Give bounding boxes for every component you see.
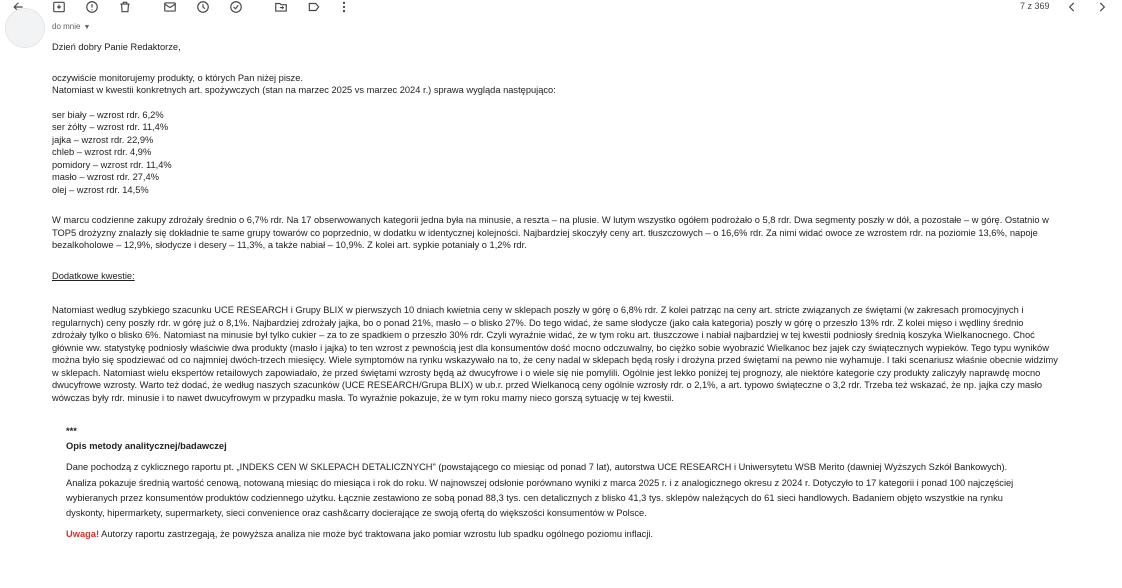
paragraph-line: wówczas były rdr. minusie i to nawet dwucyfrowym w przypadku masła. To wyraźnie pokazuje, że w tym roku mamy nieco gorszą sytuację w tej kwestii. bbox=[52, 392, 674, 403]
sender-avatar[interactable] bbox=[5, 8, 45, 48]
report-spam-icon[interactable] bbox=[84, 0, 100, 14]
recipient-details[interactable] bbox=[52, 22, 90, 31]
paragraph-line: bezalkoholowe – 12,9%, słodycze i desery – 11,3%, a także nabiał – 10,9%. Z kolei art. sypkie potaniały o 1,2% rdr. bbox=[52, 240, 527, 250]
extra-heading: Dodatkowe kwestie: bbox=[52, 270, 135, 281]
snooze-clock-icon[interactable] bbox=[195, 0, 211, 14]
email-body bbox=[52, 41, 1102, 542]
paragraph-line: Natomiast według szybkiego szacunku UCE RESEARCH i Grupy BLIX w pierwszych 10 dniach kwietnia ceny w sklepach poszły w górę o 6,8% rdr. Z kolei patrząc na ceny art. stricte związanych ze świętami (w zakresach promocyjnych i bbox=[52, 305, 1024, 315]
move-to-folder-icon[interactable] bbox=[273, 0, 289, 14]
stars: *** bbox=[66, 426, 77, 436]
paragraph-line: zdrożały tylko o blisko 6%. Natomiast na minusie był tylko cukier – za to ze spadkiem o przeszło 30% rdr. Czyli wyraźnie widać, że w tym roku art. tłuszczowe i nabiał najbardziej w tej kwestii podniosły średnią koszyka Wielkanocnego. Choć bbox=[52, 330, 1035, 340]
list-item: chleb – wzrost rdr. 4,9% bbox=[52, 147, 152, 157]
list-item: pomidory – wzrost rdr. 11,4% bbox=[52, 159, 172, 170]
older-chevron-icon[interactable] bbox=[1094, 0, 1110, 14]
intro-line-2: Natomiast w kwestii konkretnych art. spożywczych (stan na marzec 2025 vs marzec 2024 r.) sprawa wygląda następująco: bbox=[52, 85, 556, 95]
list-item: jajka – wzrost rdr. 22,9% bbox=[52, 134, 154, 145]
paragraph-line: w sklepach. Natomiast wielu ekspertów retailowych zapowiadało, że przed świętami wzrosty będą aż dwucyfrowe i o wiele się nie pomylili. Ogólnie jest lekko poniżej tej prognozy, ale niektóre kategorie czy produkty zaliczyły naprawdę mocno bbox=[52, 367, 1041, 378]
list-item: olej – wzrost rdr. 14,5% bbox=[52, 184, 149, 195]
paragraph-line: Dane pochodzą z cyklicznego raportu pt. „INDEKS CEN W SKLEPACH DETALICZNYCH" (powstającego co miesiąc od ponad 7 lat), autorstwa UCE RESEARCH i Uniwersytetu WSB Merito (dawniej Wyższych Szkół Bankowych). bbox=[66, 462, 1008, 473]
method-section bbox=[66, 424, 1102, 542]
newer-chevron-icon[interactable] bbox=[1064, 0, 1080, 14]
paragraph-line: W marcu codzienne zakupy zdrożały średnio o 6,7% rdr. Na 17 obserwowanych kategorii jedna była na minusie, a reszta – na plusie. W lutym wszystko ogółem podrożało o 5,8 rdr. Dwa segmenty poszły w dół, a pozostałe – w górę. Ostatnio w bbox=[52, 215, 1049, 225]
label-icon[interactable] bbox=[306, 0, 322, 14]
list-item: ser żółty – wzrost rdr. 11,4% bbox=[52, 122, 169, 132]
paragraph-line: wybieranych przez konsumentów produktów codziennego użytku. Łącznie zestawiono ze sobą ponad 88,3 tys. cen detalicznych z blisko 41,3 tys. sklepów należących do 61 sieci handlowych. Badaniem objęto wszystkie na rynku bbox=[66, 492, 1003, 503]
paragraph-line: regularnych) ceny poszły rdr. w górę już o 8,1%. Najbardziej zdrożały jajka, bo o ponad 21%, masło – o blisko 27%. Do tego widać, że same słodycze (jako cała kategoria) poszły w górę o przeszło 13% rdr. Z kolei mięso i wędliny średnio bbox=[52, 317, 1024, 328]
list-item: ser biały – wzrost rdr. 6,2% bbox=[52, 109, 164, 120]
delete-icon[interactable] bbox=[117, 0, 133, 14]
pager-count: 7 z 369 bbox=[1020, 1, 1050, 11]
warning-text: Autorzy raportu zastrzegają, że powyższa analiza nie może być traktowana jako pomiar wzrostu lub spadku ogólnego poziomu inflacji. bbox=[99, 529, 654, 540]
warning-line bbox=[66, 527, 1102, 542]
paragraph-line: Analiza pokazuje średnią wartość cenową, notowaną miesiąc do miesiąca i rok do roku. W najnowszej odsłonie porównano wyniki z marca 2025 r. i z analogicznego okresu z 2024 r. Dotyczyło to 17 kategorii i ponad 100 najczęściej bbox=[66, 477, 1014, 488]
chevron-down-icon[interactable]: ▼ bbox=[83, 24, 91, 31]
paragraph-line: można było się spodziewać od co najmniej dwóch-trzech miesięcy. Wiele symptomów na rynku wskazywało na to, że ceny nadal w sklepach będą rosły i drożyna przed świętami na pewno nie wyhamuje. I taki scenariusz właśnie obecnie widzimy bbox=[52, 355, 1058, 365]
intro-line-1: oczywiście monitorujemy produkty, o których Pan niżej pisze. bbox=[52, 72, 303, 83]
archive-icon[interactable] bbox=[51, 0, 67, 14]
paragraph-line: TOP5 drożyzny znalazły się dokładnie te same grupy towarów co poprzednio, w dodatku w identycznej kolejności. Najbardziej skoczyły ceny art. tłuszczowych – o 16,6% rdr. Za nimi widać owoce ze wzrostem rdr. na poziomie 13,6%, napoje bbox=[52, 227, 1038, 238]
paragraph-line: głównie ww. statystykę podniosły właściwie dwa produkty (masło i jajka) to ten wzrost z pewnością jest dla konsumentów dość mocno odczuwalny, bo ciężko sobie wyobrazić Wielkanoc bez jajek czy świątecznych wypieków. Tego typu wyników bbox=[52, 342, 1049, 353]
method-title: Opis metody analitycznej/badawczej bbox=[66, 441, 227, 452]
paragraph-line: dwucyfrowe wzrosty. Warto też dodać, że według naszych szacunków (UCE RESEARCH/Grupa BLIX) w ub.r. przed Wielkanocą ceny ogólnie wzrosły rdr. o 2,1%, a art. typowo świąteczne o 3,2 rdr. Trzeba też wskazać, że np. jajka czy masło bbox=[52, 380, 1043, 390]
greeting: Dzień dobry Panie Redaktorze, bbox=[52, 42, 181, 52]
list-item: masło – wzrost rdr. 27,4% bbox=[52, 172, 159, 182]
toolbar bbox=[0, 0, 1122, 16]
paragraph-line: dyskonty, hipermarkety, supermarkety, sieci convenience oraz cash&carry docierające ze swoją ofertą do większości konsumentów w Polsce. bbox=[66, 508, 647, 519]
more-options-icon[interactable] bbox=[336, 0, 352, 14]
warning-label: Uwaga! bbox=[66, 529, 100, 540]
mark-unread-icon[interactable] bbox=[162, 0, 178, 14]
recipient-text: do mnie bbox=[52, 22, 81, 31]
add-task-icon[interactable] bbox=[228, 0, 244, 14]
